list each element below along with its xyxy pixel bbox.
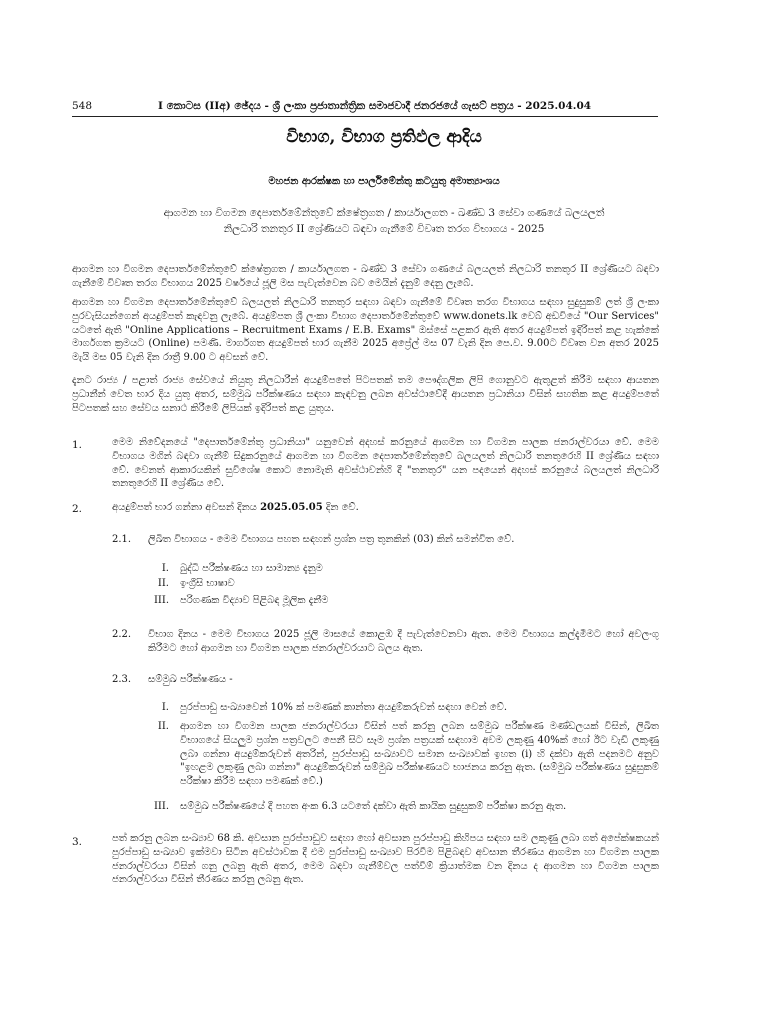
sub-item-number: 2.2. — [112, 629, 132, 640]
point-text: ආගමන හා විගමන පාලක ජනරාල්වරයා විසින් පත් කරනු ලබන සම්මුඛ පරීක්ෂණ මණ්ඩලයක් විසින්, ලිඛිත විභාගයේ සියලුම ප්‍රශ්න පත්‍රවලට පෙනී සිට සෑම ප්‍රශ්න පත්‍රයක් සඳහාම අවම ලකුණු 40%ක් හෝ ඊට වැඩි ලකුණු ලබා ගන්නා අයදුම්කරුවන් අතරින්, පුරප්පාඩු සංඛ්‍යාවට සමාන සංඛ්‍යාවක් ඉහත (i) හි දක්වා ඇති පදනමට අනුව "ඉහළම ලකුණු ලබා ගන්නා" අයදුම්කරුවන් සම්මුඛ පරීක්ෂණයට භාජනය කරනු ඇත. (සම්මුඛ පරීක්ෂණය සුදුසුකම් පරීක්ෂා කිරීම සඳහා පමණක් වේ.) — [180, 721, 659, 788]
section-title: විභාග, විභාග ප්‍රතිඵල ආදිය — [286, 127, 482, 147]
running-head: I කොටස (IIඅ) ඡේදය - ශ්‍රී ලංකා ප්‍රජාතාන්ත්‍රික සමාජවාදී ජනරජයේ ගැසට් පත්‍රය - 2025.04.04 — [158, 100, 592, 112]
closing-date: 2025.05.05 — [260, 502, 323, 513]
item-text-before: අයදුම්පත් භාර ගන්නා අවසන් දිනය — [112, 502, 261, 513]
ministry-name: මහජන ආරක්ෂක හා පාර්ලිමේන්තු කටයුතු අමාත්‍යාංශය — [268, 176, 500, 187]
item-text: පත් කරනු ලබන සංඛ්‍යාව 68 කි. අවසාන පුරප්පාඩුව සඳහා හෝ අවසාන පුරප්පාඩු කිහිපය සඳහා සම ලකුණු ලබා ගත් අපේක්ෂකයන් පුරප්පාඩු සංඛ්‍යාව ඉක්මවා සිටින අවස්ථාවක දී එම පුරප්පාඩු සංඛ්‍යාව පිරවීම පිළිබඳව අවසාන තීරණය ආගමන හා විගමන පාලක ජනරාල්වරයා විසින් ගනු ලබනු ඇති අතර, මෙම බඳවා ගැනීම්වල පත්වීම් ක්‍රියාත්මක වන දිනය ද ආගමන හා විගමන පාලක ජනරාල්වරයා විසින් තීරණය කරනු ලබනු ඇත. — [112, 833, 659, 886]
point-number: III. — [153, 801, 169, 812]
subject-text: පරිගණක විද්‍යාව පිළිබඳ මූලික දැනීම — [180, 595, 329, 606]
page-number: 548 — [72, 100, 93, 112]
point-text: සම්මුඛ පරීක්ෂණයේ දී පහත අංක 6.3 යටතේ දක්වා ඇති කායික සුදුසුකම් පරීක්ෂා කරනු ඇත. — [180, 801, 567, 812]
sub-item-text: විභාග දිනය - මෙම විභාගය 2025 ජූලි මාසයේ කොළඹ දී පැවැත්වෙනවා ඇත. මෙම විභාගය කල්දැමීමට හෝ අවලංගු කිරීමට හෝ ආගමන හා විගමන පාලක ජනරාල්වරයාට බලය ඇත. — [148, 629, 659, 654]
sub-item-number: 2.3. — [112, 674, 132, 685]
subject-number: II. — [157, 578, 169, 589]
point-text: පුරප්පාඩු සංඛ්‍යාවෙන් 10% ක් පමණක් කාන්තා අයදුම්කරුවන් සඳහා වෙන් වේ. — [180, 702, 508, 713]
paragraph-announcement: ආගමන හා විගමන දෙපාර්තමේන්තුවේ ක්ෂේත්‍රගත / කාර්යාලගත - ඛණ්ඩ 3 සේවා ගණයේ බලයලත් නිලධාරි තනතුර II ශ්‍රේණියට බඳවා ගැනීමේ විවෘත තරග විභාගය 2025 වර්ෂයේ ජූලි මස පැවැත්වෙන බව මෙයින් දැනුම් දෙනු ලැබේ. — [72, 264, 659, 289]
item-number: 1. — [72, 439, 83, 451]
item-closing-date — [112, 501, 659, 515]
subject-number: III. — [153, 595, 169, 606]
paragraph-applications: ආගමන හා විගමන දෙපාර්තමේන්තුවේ බලයලත් නිලධාරි තනතුර සඳහා බඳවා ගැනීමේ විවෘත තරග විභාගය සඳහා සුදුසුකම් ලත් ශ්‍රී ලංකා පුරවැසියන්ගෙන් අයදුම්පත් කැඳවනු ලැබේ. අයදුම්පත ශ්‍රී ලංකා විභාග දෙපාර්තමේන්තුවේ www.donets.lk වෙබ් අඩවියේ "Our Services" යටතේ ඇති "Online Applications – Recruitment Exams / E.B. Exams" ඔස්සේ පළකර ඇති අතර අයදුම්පත් ඉදිරිපත් කළ හැක්කේ මාර්ගගත ක්‍රමයට (Online) පමණි. මාර්ගගත අයදුම්පත් භාර ගැනීම 2025 අප්‍රේල් මස 07 වැනි දින පෙ.ව. 9.00ට විවෘත වන අතර 2025 මැයි මස 05 වැනි දින රාත්‍රී 9.00 ට අවසන් වේ. — [72, 297, 660, 364]
point-number: II. — [157, 721, 169, 732]
item-number: 3. — [72, 836, 83, 848]
page-header — [72, 99, 658, 115]
sub-item-text: ලිඛිත විභාගය - මෙම විභාගය පහත සඳහන් ප්‍රශ්න පත්‍ර තුනකින් (03) කින් සමන්විත වේ. — [148, 534, 515, 545]
subject-text: ඉංග්‍රීසි භාෂාව — [180, 578, 235, 589]
sub-item-text: සම්මුඛ පරීක්ෂණය - — [148, 674, 233, 685]
header-rule — [72, 116, 658, 117]
sub-item-number: 2.1. — [112, 534, 132, 545]
point-number: I. — [161, 702, 169, 713]
subject-number: I. — [161, 563, 169, 574]
subject-text: බුද්ධි පරීක්ෂණය හා සාමාන්‍ය දැනුම — [180, 563, 323, 574]
item-text-after: දින වේ. — [322, 502, 359, 513]
exam-title: ආගමන හා විගමන දෙපාර්තමේන්තුවේ ක්ෂේත්‍රගත / කාර්යාලගත - ඛණ්ඩ 3 සේවා ගණයේ බලයලත් නිලධාරි තනතුර II ශ්‍රේණියට බඳවා ගැනීමේ විවෘත තරග විභාගය - 2025 — [163, 207, 605, 236]
item-number: 2. — [72, 503, 83, 515]
item-text: මෙම නිවේදනයේ "දෙපාර්තමේන්තු ප්‍රධානියා" යනුවෙන් අදහස් කරනුයේ ආගමන හා විගමන පාලක ජනරාල්වරයා වේ. මෙම විභාගය මගින් බඳවා ගැනීම් සිදුකරනුයේ ආගමන හා විගමන දෙපාර්තමේන්තුවේ බලයලත් නිලධාරි තනතුරෙහි II ශ්‍රේණිය සඳහා වේ. වෙනත් ආකාරයකින් සුවිශේෂ කොට නොමැති අවස්ථාවන්හි දී "තනතුර" යන පදයෙන් අදහස් කරනුයේ බලයලත් නිලධාරි තනතුරෙහි II ශ්‍රේණිය වේ. — [112, 437, 659, 490]
paragraph-public-servants: දැනට රාජ්‍ය / පළාත් රාජ්‍ය සේවයේ නියුතු නිලධාරීන් අයදුම්පතේ පිටපතක් තම පෞද්ගලික ලිපි ගොනුවට ඇතුළත් කිරීම සඳහා ආයතන ප්‍රධානීන් වෙත භාර දිය යුතු අතර, සම්මුඛ පරීක්ෂණය සඳහා කැඳවනු ලබන අවස්ථාවේදී ආයතන ප්‍රධානියා විසින් සහතික කළ අයදුම්පතේ පිටපතක් සහ සේවය සනාථ කිරීමේ ලිපියක් ඉදිරිපත් කළ යුතුය. — [72, 375, 659, 414]
